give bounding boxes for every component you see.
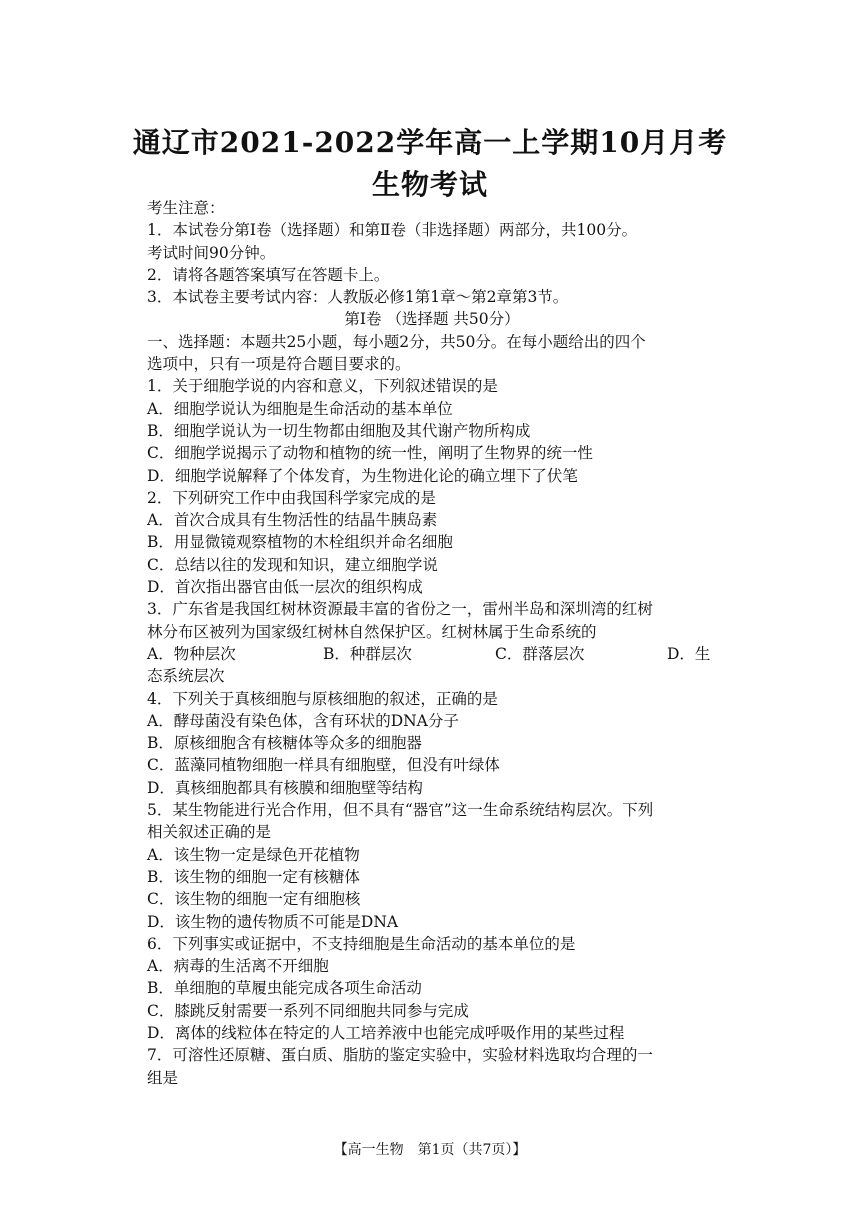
question-5-option-c: C．该生物的细胞一定有细胞核: [147, 890, 361, 909]
question-6-option-a: A．病毒的生活离不开细胞: [147, 957, 329, 976]
question-3-option-a: A．物种层次: [147, 644, 236, 663]
question-7-stem-cont: 组是: [147, 1068, 179, 1087]
question-4-option-d: D．真核细胞都具有核膜和细胞壁等结构: [147, 778, 423, 797]
section-title: 第Ⅰ卷 （选择题 共50分）: [344, 310, 520, 329]
question-3-option-b: B．种群层次: [323, 644, 412, 663]
question-2-option-b: B．用显微镜观察植物的木栓组织并命名细胞: [147, 533, 453, 552]
notice-item-1: 1．本试卷分第Ⅰ卷（选择题）和第Ⅱ卷（非选择题）两部分，共100分。: [147, 221, 638, 240]
question-4-option-c: C．蓝藻同植物细胞一样具有细胞壁，但没有叶绿体: [147, 756, 500, 775]
exam-body: [147, 197, 717, 1089]
question-3-option-d: D．生: [667, 644, 711, 663]
exam-title: 通辽市2021-2022学年高一上学期10月月考: [132, 126, 728, 159]
question-3-option-d-cont: 态系统层次: [147, 667, 225, 686]
question-4-option-a: A．酵母菌没有染色体，含有环状的DNA分子: [147, 711, 459, 730]
question-1-option-a: A．细胞学说认为细胞是生命活动的基本单位: [147, 399, 453, 418]
notice-item-1-cont: 考试时间90分钟。: [147, 243, 276, 262]
question-6-option-b: B．单细胞的草履虫能完成各项生命活动: [147, 979, 422, 998]
exam-subject: 生物考试: [371, 168, 488, 201]
question-6-option-d: D．离体的线粒体在特定的人工培养液中也能完成呼吸作用的某些过程: [147, 1023, 625, 1042]
notice-heading: 考生注意：: [147, 199, 225, 217]
question-3-stem: 3．广东省是我国红树林资源最丰富的省份之一，雷州半岛和深圳湾的红树: [147, 600, 653, 619]
question-4-option-b: B．原核细胞含有核糖体等众多的细胞器: [147, 734, 422, 753]
notice-item-3: 3．本试卷主要考试内容：人教版必修1第1章～第2章第3节。: [147, 288, 569, 307]
question-3-options: [147, 643, 717, 665]
question-1-option-b: B．细胞学说认为一切生物都由细胞及其代谢产物所构成: [147, 421, 531, 440]
question-2-option-a: A．首次合成具有生物活性的结晶牛胰岛素: [147, 511, 438, 530]
question-3-option-c: C．群落层次: [495, 644, 585, 663]
question-5-stem-cont: 相关叙述正确的是: [147, 823, 272, 842]
section-intro-cont: 选项中，只有一项是符合题目要求的。: [147, 355, 411, 374]
question-1-option-d: D．细胞学说解释了个体发育，为生物进化论的确立埋下了伏笔: [147, 466, 578, 485]
notice-item-2: 2．请将各题答案填写在答题卡上。: [147, 265, 390, 284]
question-3-stem-cont: 林分布区被列为国家级红树林自然保护区。红树林属于生命系统的: [147, 622, 597, 641]
question-6-option-c: C．膝跳反射需要一系列不同细胞共同参与完成: [147, 1001, 469, 1020]
question-5-stem: 5．某生物能进行光合作用，但不具有“器官”这一生命系统结构层次。下列: [147, 801, 654, 820]
question-7-stem: 7．可溶性还原糖、蛋白质、脂肪的鉴定实验中，实验材料选取均合理的一: [147, 1046, 653, 1065]
question-2-option-c: C．总结以往的发现和知识，建立细胞学说: [147, 555, 438, 574]
question-5-option-b: B．该生物的细胞一定有核糖体: [147, 867, 360, 886]
question-5-option-d: D．该生物的遗传物质不可能是DNA: [147, 912, 399, 931]
question-6-stem: 6．下列事实或证据中，不支持细胞是生命活动的基本单位的是: [147, 934, 576, 953]
question-5-option-a: A．该生物一定是绿色开花植物: [147, 845, 360, 864]
section-intro: 一、选择题：本题共25小题，每小题2分，共50分。在每小题给出的四个: [147, 332, 646, 351]
question-2-stem: 2．下列研究工作中由我国科学家完成的是: [147, 488, 436, 507]
question-2-option-d: D．首次指出器官由低一层次的组织构成: [147, 578, 423, 597]
question-1-stem: 1．关于细胞学说的内容和意义，下列叙述错误的是: [147, 377, 498, 396]
question-4-stem: 4．下列关于真核细胞与原核细胞的叙述，正确的是: [147, 689, 498, 708]
page-footer: 【高一生物 第1页（共7页）】: [333, 1142, 527, 1158]
question-1-option-c: C．细胞学说揭示了动物和植物的统一性，阐明了生物界的统一性: [147, 444, 593, 463]
